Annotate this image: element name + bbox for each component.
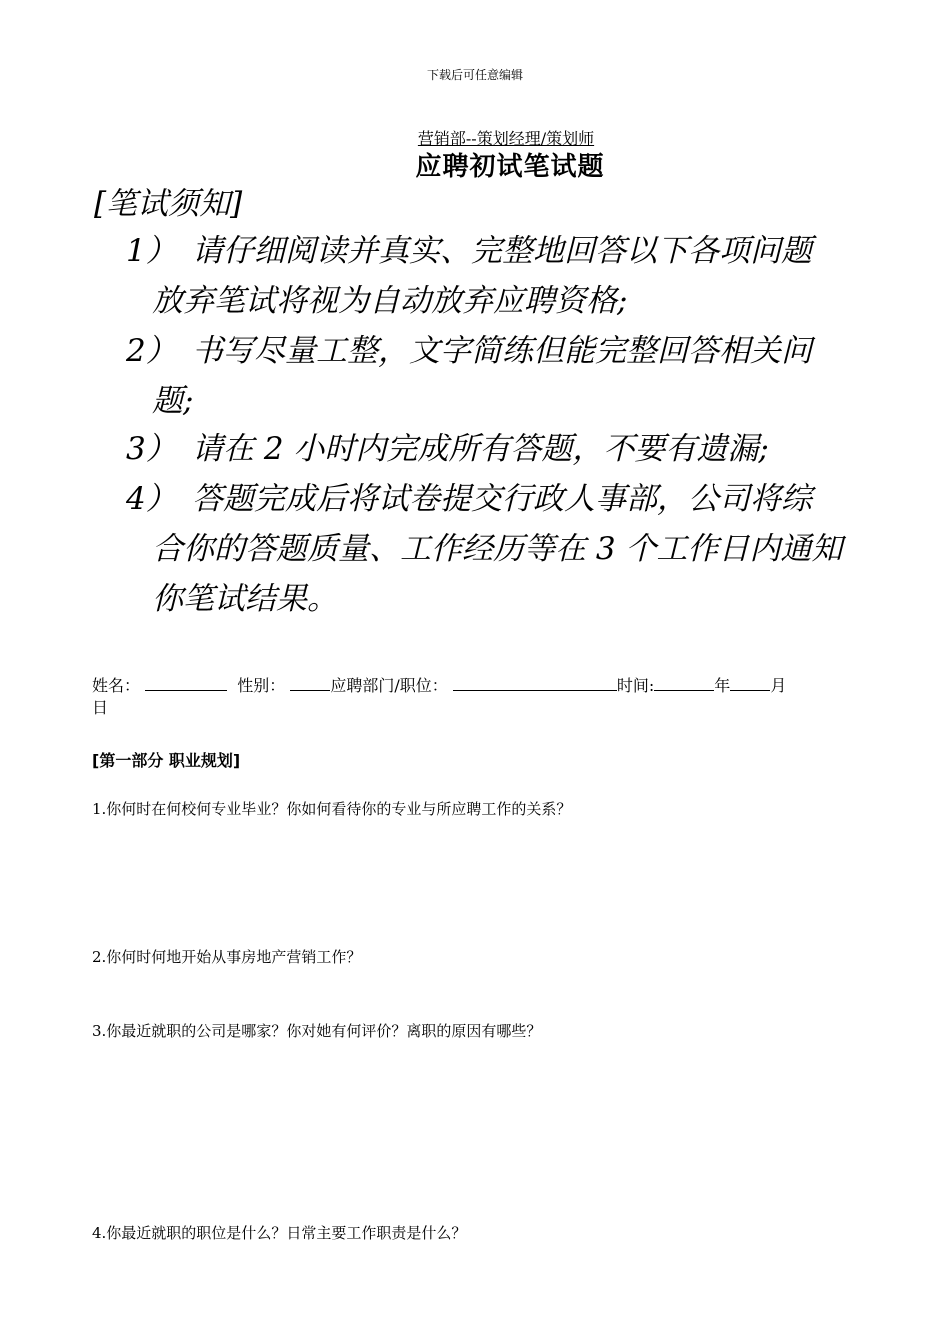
dept-label: 应聘部门/职位： [330,676,448,695]
rule-number: 4） [126,481,177,517]
notice-rule-4 [126,474,886,624]
question-3: 3.你最近就职的公司是哪家？你对她有何评价？离职的原因有哪些？ [92,1022,542,1040]
document-title: 应聘初试笔试题 [415,152,605,182]
document-subtitle: 营销部--策划经理/策划师 [417,129,595,148]
year-label: 年 [714,676,731,695]
notice-rule-3 [126,424,886,474]
question-2: 2.你何时何地开始从事房地产营销工作？ [92,948,362,966]
rule-text-continued: 你笔试结果。 [152,581,338,617]
question-4: 4.你最近就职的职位是什么？日常主要工作职责是什么？ [92,1224,467,1242]
notice-heading: [笔试须知] [94,186,243,222]
rule-text-continued: 题; [152,383,194,419]
rule-text-continued: 合你的答题质量、工作经历等在 3 个工作日内通知 [152,531,843,567]
dept-blank[interactable] [453,674,617,691]
rule-number: 3） [126,431,177,467]
time-label: 时间: [616,676,655,695]
rule-number: 2） [126,333,177,369]
name-blank[interactable] [145,674,227,691]
rule-text: 请在 2 小时内完成所有答题，不要有遗漏; [192,431,769,467]
rule-text: 请仔细阅读并真实、完整地回答以下各项问题 [192,233,812,269]
day-label: 日 [92,698,109,717]
applicant-info-line [92,674,862,719]
question-1: 1.你何时在何校何专业毕业？你如何看待你的专业与所应聘工作的关系？ [92,800,572,818]
notice-rule-1 [126,226,886,326]
notice-rule-2 [126,326,886,426]
gender-label: 性别： [237,676,286,695]
rule-text: 书写尽量工整，文字简练但能完整回答相关问 [192,333,812,369]
month-label: 月 [770,676,787,695]
gender-blank[interactable] [290,674,330,691]
section-heading: [第一部分 职业规划] [92,751,241,770]
name-label: 姓名： [92,676,141,695]
rule-text-continued: 放弃笔试将视为自动放弃应聘资格; [152,283,628,319]
month-blank[interactable] [730,674,770,691]
rule-text: 答题完成后将试卷提交行政人事部，公司将综 [192,481,812,517]
header-note: 下载后可任意编辑 [426,68,523,82]
rule-number: 1） [126,233,177,269]
year-blank[interactable] [654,674,714,691]
